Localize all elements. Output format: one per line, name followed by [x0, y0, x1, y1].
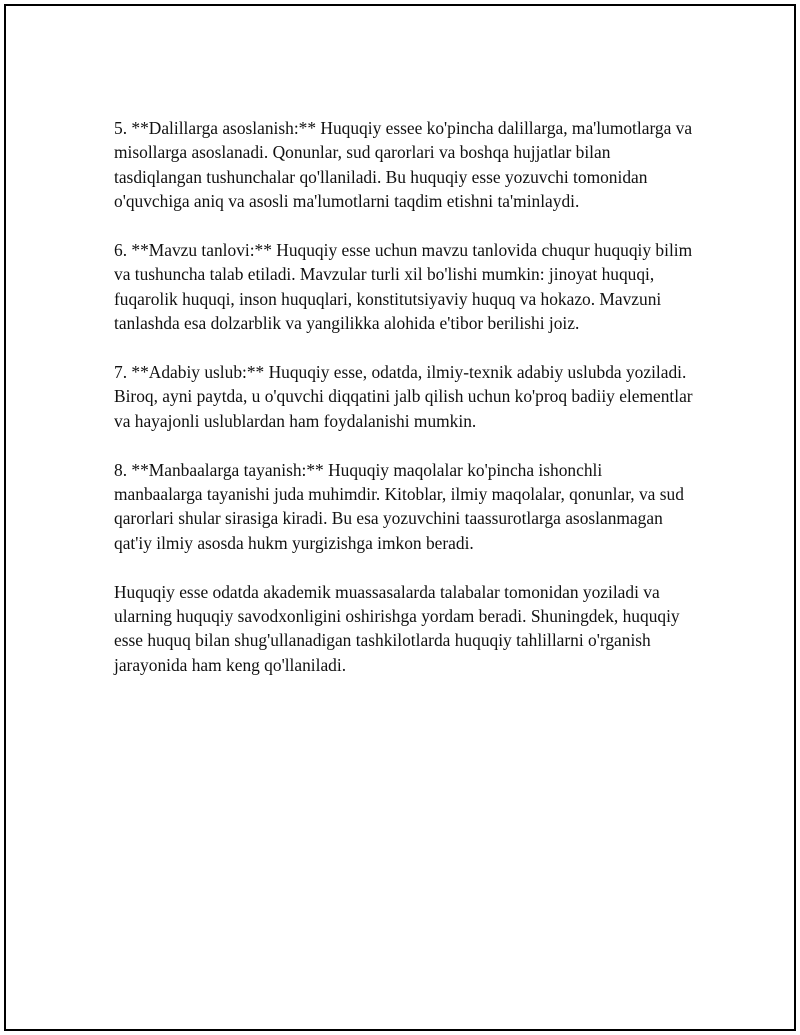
- document-body: [114, 116, 694, 702]
- paragraph-conclusion: Huquqiy esse odatda akademik muassasalarda talabalar tomonidan yoziladi va ularning huquqiy savodxonligini oshirishga yordam beradi. Shuningdek, huquqiy esse huquq bilan shug'ullanadigan tashkilotlarda huquqiy tahlillarni o'rganish jarayonida ham keng qo'llaniladi.: [114, 581, 680, 675]
- paragraph-manbaalarga-tayanish: 8. **Manbaalarga tayanish:** Huquqiy maqolalar ko'pincha ishonchli manbaalarga tayanishi juda muhimdir. Kitoblar, ilmiy maqolalar, qonunlar, va sud qarorlari shular sirasiga kiradi. Bu esa yozuvchini taassurotlarga asoslanmagan qat'iy ilmiy asosda hukm yurgizishga imkon beradi.: [114, 459, 684, 553]
- paragraph-dalillarga-asoslanish: 5. **Dalillarga asoslanish:** Huquqiy essee ko'pincha dalillarga, ma'lumotlarga va misollarga asoslanadi. Qonunlar, sud qarorlari va boshqa hujjatlar bilan tasdiqlangan tushunchalar qo'llaniladi. Bu huquqiy esse yozuvchi tomonidan o'quvchiga aniq va asosli ma'lumotlarni taqdim etishni ta'minlaydi.: [114, 118, 693, 212]
- paragraph-adabiy-uslub: 7. **Adabiy uslub:** Huquqiy esse, odatda, ilmiy-texnik adabiy uslubda yoziladi. Biroq, ayni paytda, u o'quvchi diqqatini jalb qilish uchun ko'proq badiiy elementlar va hayajonli uslublardan ham foydalanishi mumkin.: [114, 362, 693, 431]
- paragraph-mavzu-tanlovi: 6. **Mavzu tanlovi:** Huquqiy esse uchun mavzu tanlovida chuqur huquqiy bilim va tushuncha talab etiladi. Mavzular turli xil bo'lishi mumkin: jinoyat huquqi, fuqarolik huquqi, inson huquqlari, konstitutsiyaviy huquq va hokazo. Mavzuni tanlashda esa dolzarblik va yangilikka alohida e'tibor berilishi joiz.: [114, 240, 693, 334]
